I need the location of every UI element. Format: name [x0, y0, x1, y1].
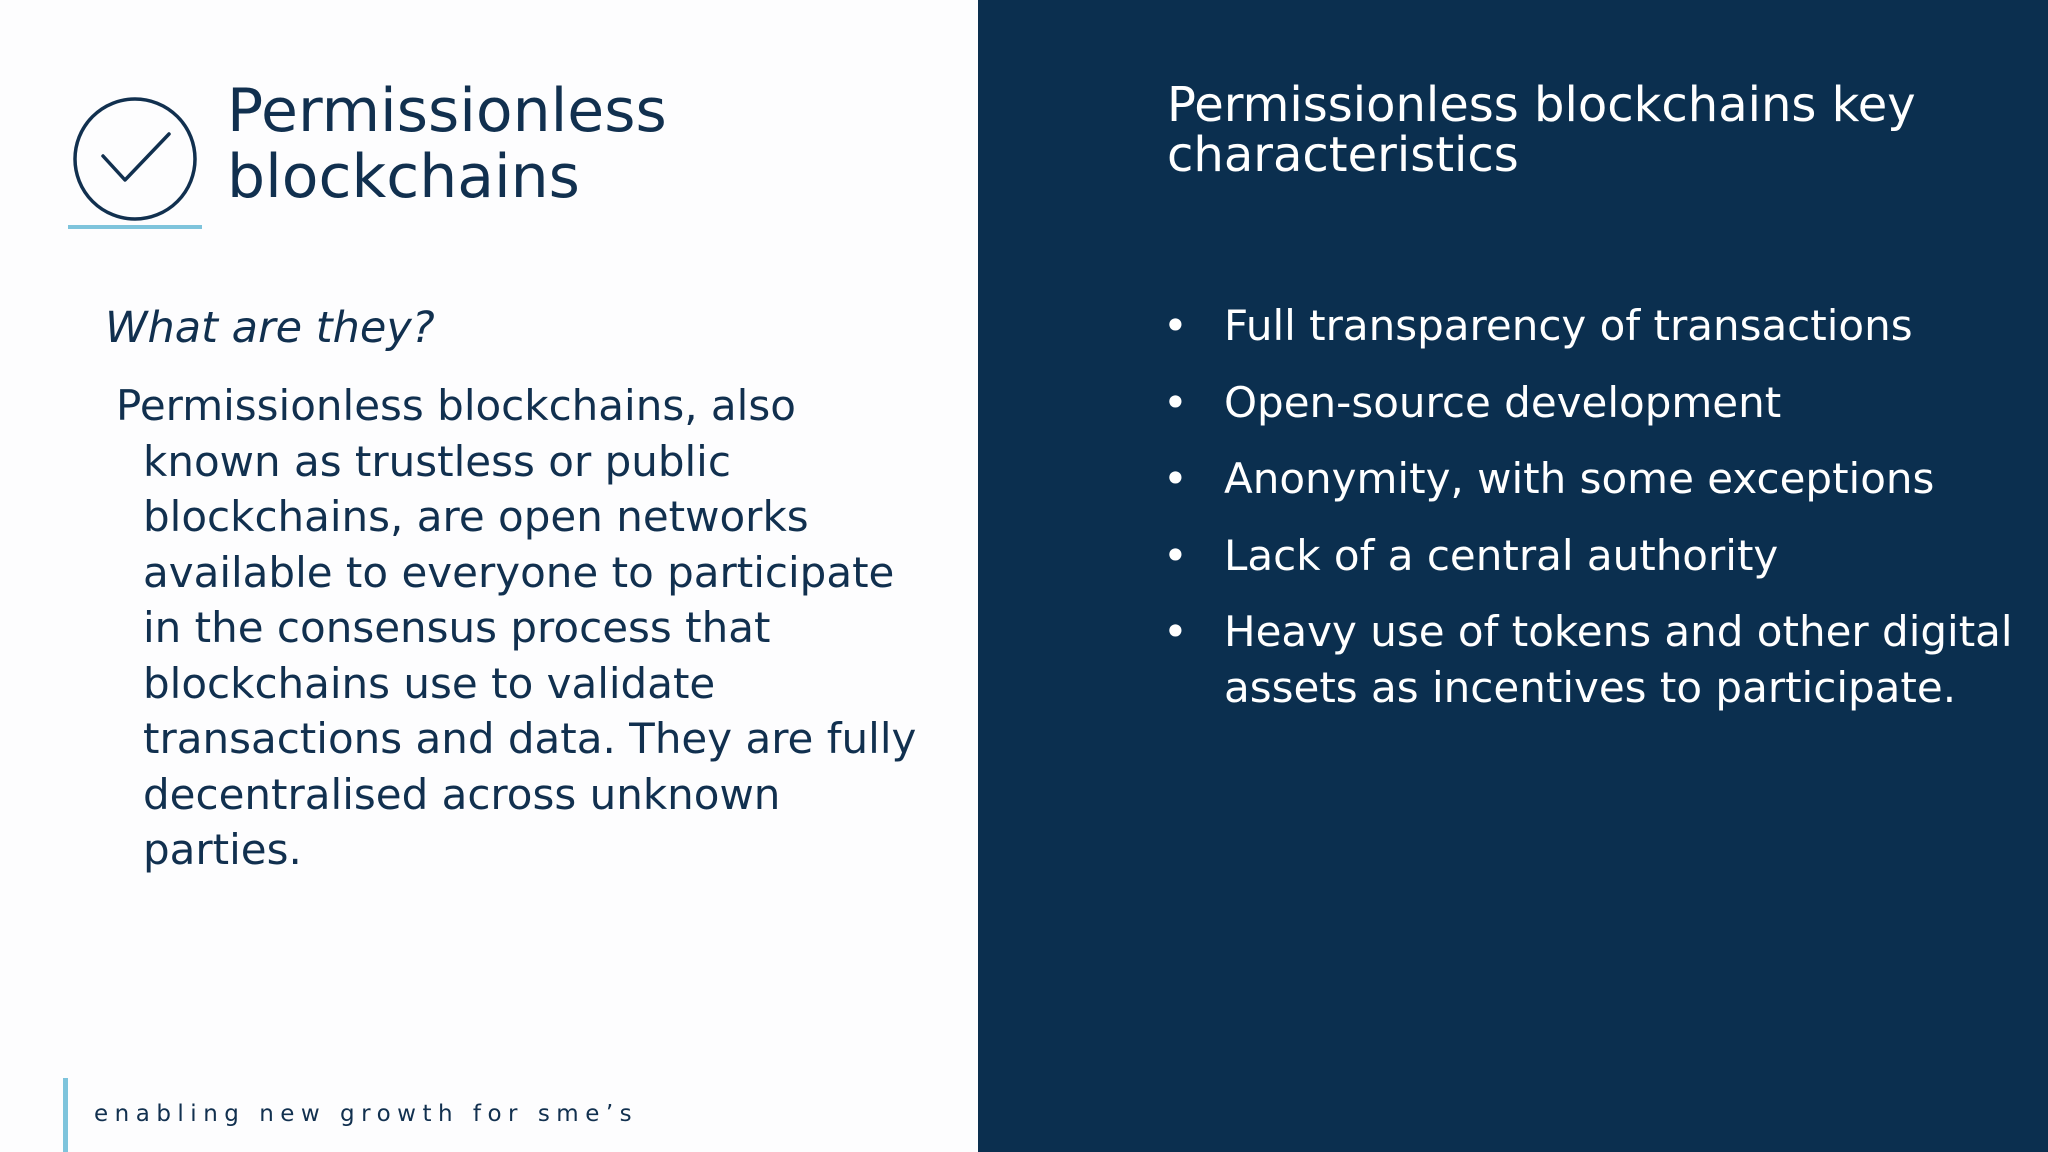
- side-panel-title: Permissionless blockchains key characteristics: [1167, 77, 1916, 183]
- slide-title: Permissionless blockchains: [227, 76, 667, 212]
- bullet-icon: •: [1163, 454, 1188, 503]
- bullet-icon: •: [1163, 530, 1188, 580]
- bullet-icon: •: [1163, 377, 1188, 427]
- list-item-text: Lack of a central authority: [1224, 530, 1779, 580]
- list-item: [1163, 604, 2023, 715]
- bullet-icon: •: [1163, 301, 1188, 350]
- list-item-text: Anonymity, with some exceptions: [1224, 454, 1935, 503]
- list-item: [1163, 298, 2023, 354]
- list-item-text: Open-source development: [1224, 377, 1782, 427]
- list-item-text: Full transparency of transactions: [1224, 301, 1913, 350]
- subheading: What are they?: [105, 303, 435, 353]
- characteristics-list: [1163, 298, 2023, 736]
- checkmark-circle-icon: [70, 94, 200, 224]
- list-item: [1163, 528, 2023, 584]
- bullet-icon: •: [1163, 607, 1188, 656]
- title-underline: [68, 225, 202, 229]
- tagline: enabling new growth for sme’s: [94, 1101, 639, 1127]
- tagline-accent-bar: [63, 1078, 68, 1152]
- list-item: [1163, 451, 2023, 507]
- left-panel: [0, 0, 978, 1152]
- list-item-text: Heavy use of tokens and other digital assets as incentives to participate.: [1224, 607, 2013, 712]
- list-item: [1163, 375, 2023, 431]
- body-text: Permissionless blockchains, also known as trustless or public blockchains, are open networks available to everyone to participate in the consensus process that blockchains use to validate transactions and data. They are fully decentralised across unknown parties.: [116, 381, 917, 874]
